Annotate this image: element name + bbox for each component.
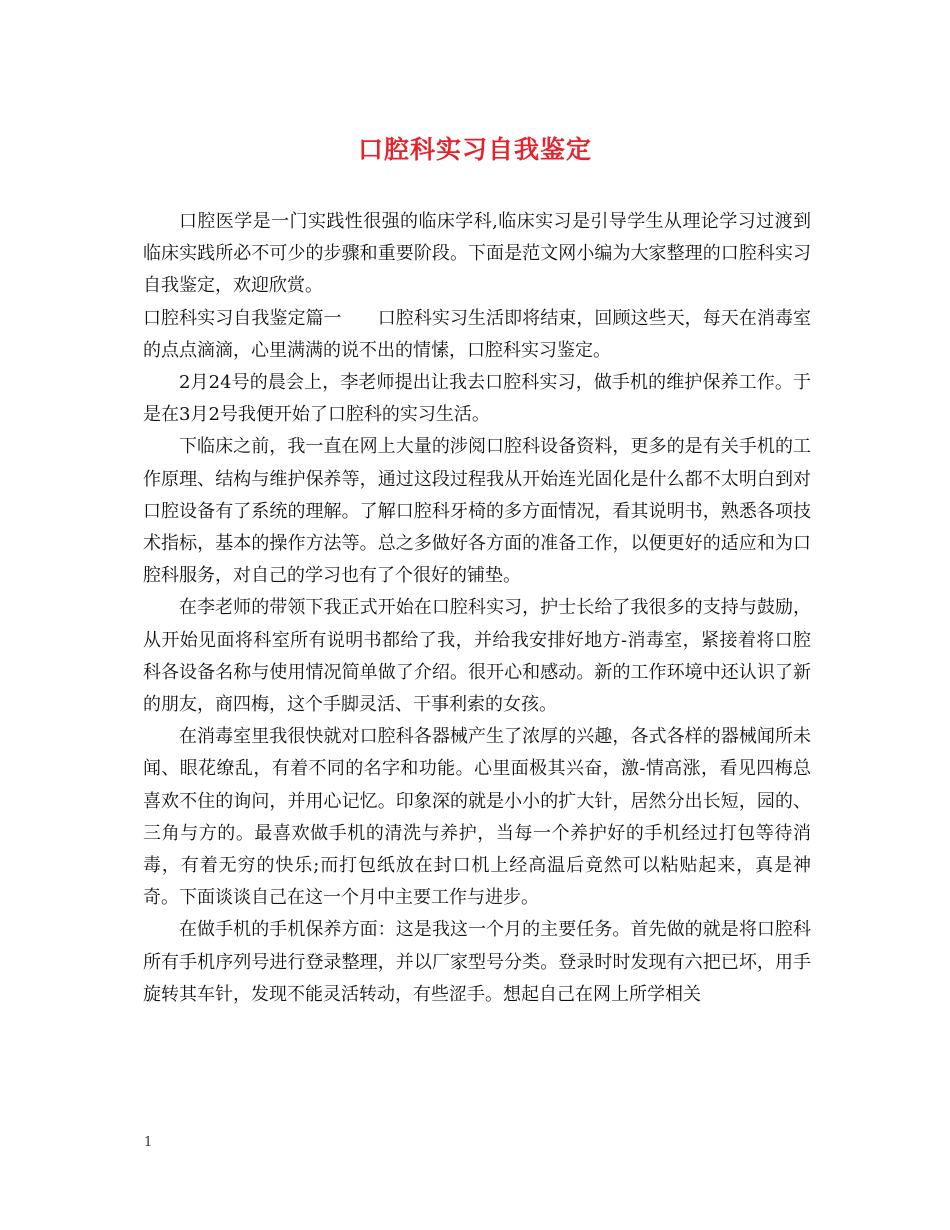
paragraph-section-one: 口腔科实习自我鉴定篇一 口腔科实习生活即将结束，回顾这些天，每天在消毒室的点点滴滴，心里满满的说不出的情愫，口腔科实习鉴定。 [143,307,811,361]
paragraph: 2月24号的晨会上，李老师提出让我去口腔科实习，做手机的维护保养工作。于是在3月2号我便开始了口腔科的实习生活。 [143,372,811,426]
paragraph: 在李老师的带领下我正式开始在口腔科实习，护士长给了我很多的支持与鼓励，从开始见面将科室所有说明书都给了我，并给我安排好地方-消毒室，紧接着将口腔科各设备名称与使用情况简单做了介绍。很开心和感动。新的工作环境中还认识了新的朋友，商四梅，这个手脚灵活、干事利索的女孩。 [143,597,811,716]
page-number: 1 [144,1135,153,1150]
document-body [143,206,811,1011]
paragraph: 在做手机的手机保养方面：这是我这一个月的主要任务。首先做的就是将口腔科所有手机序列号进行登录整理，并以厂家型号分类。登录时时发现有六把已坏，用手旋转其车针，发现不能灵活转动，有些涩手。想起自己在网上所学相关 [143,919,811,1005]
paragraph: 在消毒室里我很快就对口腔科各器械产生了浓厚的兴趣，各式各样的器械闻所未闻、眼花缭乱，有着不同的名字和功能。心里面极其兴奋，激-情高涨，看见四梅总喜欢不住的询问，并用心记忆。印象深的就是小小的扩大针，居然分出长短，园的、三角与方的。最喜欢做手机的清洗与养护，当每一个养护好的手机经过打包等待消毒，有着无穷的快乐;而打包纸放在封口机上经高温后竟然可以粘贴起来，真是神奇。下面谈谈自己在这一个月中主要工作与进步。 [143,726,811,909]
paragraph: 下临床之前，我一直在网上大量的涉阅口腔科设备资料，更多的是有关手机的工作原理、结构与维护保养等，通过这段过程我从开始连光固化是什么都不太明白到对口腔设备有了系统的理解。了解口腔科牙椅的多方面情况，看其说明书，熟悉各项技术指标，基本的操作方法等。总之多做好各方面的准备工作，以便更好的适应和为口腔科服务，对自己的学习也有了个很好的铺垫。 [143,436,811,587]
paragraph-intro: 口腔医学是一门实践性很强的临床学科,临床实习是引导学生从理论学习过渡到临床实践所必不可少的步骤和重要阶段。下面是范文网小编为大家整理的口腔科实习自我鉴定，欢迎欣赏。 [143,211,811,297]
document-title: 口腔科实习自我鉴定 [357,135,592,164]
